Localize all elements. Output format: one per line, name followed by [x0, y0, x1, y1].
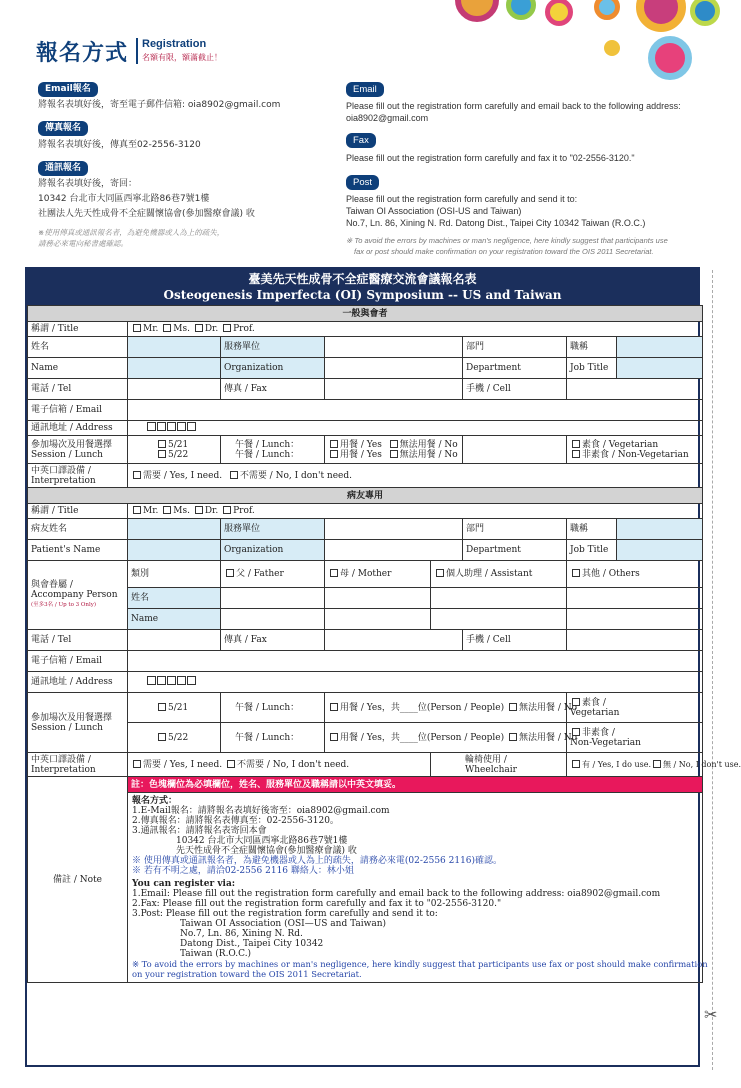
checkbox[interactable] [572, 760, 580, 768]
note-line: Taiwan (R.O.C.) [180, 949, 252, 959]
decorative-circle [506, 0, 536, 20]
checkbox[interactable] [133, 471, 141, 479]
post-line-en: Please fill out the registration form carefully and send it to: [346, 194, 578, 204]
org-field[interactable] [325, 337, 463, 358]
decorative-circle [545, 0, 573, 26]
job-en-field[interactable] [617, 358, 703, 379]
checkbox[interactable] [133, 760, 141, 768]
section-general: 一般與會者 [28, 306, 703, 322]
required-warning: 註：色塊欄位為必填欄位，姓名、服務單位及職稱請以中英文填妥。 [128, 777, 703, 793]
title-label: 稱謂 / Title [28, 322, 128, 337]
fax-label: 傳真 / Fax [221, 379, 325, 400]
decorative-circle [690, 0, 720, 26]
checkbox[interactable] [572, 440, 580, 448]
lunch-options: 用餐 / Yes 無法用餐 / No 用餐 / Yes 無法用餐 / No [325, 436, 463, 464]
checkbox[interactable] [133, 324, 141, 332]
veg-option: 素食 / Vegetarian [567, 693, 703, 723]
checkbox[interactable] [572, 450, 580, 458]
email-tag-en: Email [346, 82, 384, 97]
left-instructions [38, 82, 338, 249]
org-label-en: Organization [221, 540, 325, 561]
checkbox[interactable] [158, 450, 166, 458]
right-instructions [346, 82, 702, 257]
email-label: 電子信箱 / Email [28, 651, 128, 672]
note-line: ※ To avoid the errors by machines or man's negligence, here kindly suggest that participants use fax or post should make confirmation [132, 959, 708, 969]
checkbox[interactable] [330, 733, 338, 741]
lunch-yes-people: 用餐 / Yes，共____位(Person / People) 無法用餐 / No [325, 723, 567, 753]
option-label: Mr. [143, 324, 159, 334]
session-date: 5/22 [128, 723, 221, 753]
fax-text-en: Please fill out the registration form carefully and fax it to "02-2556-3120." [346, 153, 635, 163]
job-en-field[interactable] [617, 540, 703, 561]
tel-field[interactable] [128, 379, 221, 400]
cut-line [712, 270, 713, 1070]
post-line: 將報名表填好後，寄回： [38, 179, 138, 189]
name-label-en: Name [28, 358, 128, 379]
name-en-field[interactable] [128, 358, 221, 379]
accompany-label: 與會眷屬 / Accompany Person (至多3名 / Up to 3 Only) [28, 561, 128, 630]
org-label: 服務單位 [221, 519, 325, 540]
patient-name-field[interactable] [128, 519, 221, 540]
fax-field[interactable] [325, 379, 463, 400]
accompany-name-label: 姓名 [128, 588, 221, 609]
email-tag: Email報名 [38, 82, 98, 97]
note-line: No.7, Ln. 86, Xining N. Rd. [180, 929, 303, 939]
accompany-name-en-field[interactable] [431, 609, 567, 630]
lunch-yes-people: 用餐 / Yes，共____位(Person / People) 無法用餐 / No [325, 693, 567, 723]
veg-options: 素食 / Vegetarian 非素食 / Non-Vegetarian [567, 436, 703, 464]
post-line: 社團法人先天性成骨不全症關懷協會(參加醫療會議) 收 [38, 209, 255, 219]
note-line: ※ 若有不明之處，請洽02-2556 2116 聯絡人：林小姐 [132, 866, 354, 876]
note-line: Taiwan OI Association (OSI—US and Taiwan) [180, 919, 387, 929]
note-line: 先天性成骨不全症關懷協會(參加醫療會議) 收 [176, 846, 357, 856]
note-line: on your registration toward the OIS 2011 Secretariat. [132, 969, 362, 979]
name-field[interactable] [128, 337, 221, 358]
accompany-name-en-field[interactable] [221, 609, 325, 630]
patient-name-label-en: Patient's Name [28, 540, 128, 561]
post-line: 10342 台北市大同區西寧北路86巷7號1樓 [38, 194, 210, 204]
job-label: 職稱 [567, 337, 617, 358]
email-text: 將報名表填好後，寄至電子郵件信箱: oia8902@gmail.com [38, 100, 281, 110]
checkbox[interactable] [509, 733, 517, 741]
wheelchair-options: 有 / Yes, I do use. 無 / No, I don't use. [567, 753, 703, 777]
checkbox[interactable] [330, 569, 338, 577]
checkbox[interactable] [572, 569, 580, 577]
dept-label-en: Department [463, 358, 567, 379]
lunch-label: 午餐 / Lunch： [221, 693, 325, 723]
job-field[interactable] [617, 337, 703, 358]
right-note: fax or post should make confirmation on your registration toward the OIS 2011 Secretariat. [354, 247, 654, 256]
form-title-en: Osteogenesis Imperfecta (OI) Symposium -- US and Taiwan [163, 288, 562, 302]
checkbox[interactable] [330, 703, 338, 711]
decorative-circle [604, 40, 620, 56]
note-line: 1.E-Mail報名：請將報名表填好後寄至：oia8902@gmail.com [132, 806, 390, 816]
right-note: ※ To avoid the errors by machines or man's negligence, here kindly suggest that participants use [346, 236, 668, 245]
note-line: 1.Email: Please fill out the registration form carefully and email back to the following address: oia8902@gmail.com [132, 889, 661, 899]
checkbox[interactable] [163, 324, 171, 332]
assistant-option: 個人助理 / Assistant [431, 561, 567, 588]
checkbox[interactable] [223, 506, 231, 514]
note-line: 報名方式： [132, 796, 178, 806]
note-line: Datong Dist., Taipei City 10342 [180, 939, 324, 949]
address-field[interactable] [128, 421, 703, 436]
checkbox[interactable] [195, 506, 203, 514]
option-label: Ms. [173, 324, 190, 334]
wheelchair-label: 輪椅使用 / Wheelchair [431, 753, 567, 777]
title-label: 稱謂 / Title [28, 504, 128, 519]
note-line: 2.Fax: Please fill out the registration form carefully and fax it to "02-2556-3120." [132, 899, 502, 909]
checkbox[interactable] [230, 471, 238, 479]
fax-label: 傳真 / Fax [221, 630, 325, 651]
checkbox[interactable] [158, 440, 166, 448]
lunch-label: 午餐 / Lunch： 午餐 / Lunch： [221, 436, 325, 464]
checkbox[interactable] [227, 760, 235, 768]
interp-options: 需要 / Yes, I need. 不需要 / No, I don't need. [128, 464, 703, 488]
note-line: You can register via: [132, 879, 236, 889]
tel-label: 電話 / Tel [28, 379, 128, 400]
job-label-en: Job Title [567, 540, 617, 561]
session-date: 5/21 [128, 693, 221, 723]
accompany-name-label-en: Name [128, 609, 221, 630]
address-field[interactable] [128, 672, 703, 693]
note-line: ※ 使用傳真或通訊報名者，為避免機器或人為上的疏失，請務必來電(02-2556 2116)確認。 [132, 856, 503, 866]
job-label: 職稱 [567, 519, 617, 540]
patient-name-en-field[interactable] [128, 540, 221, 561]
accompany-name-en-field[interactable] [567, 609, 703, 630]
checkbox[interactable] [195, 324, 203, 332]
accompany-name-field[interactable] [325, 588, 431, 609]
section-patient: 病友專用 [28, 488, 703, 504]
cell-label: 手機 / Cell [463, 630, 567, 651]
option-label: Dr. [204, 324, 219, 334]
title-divider [136, 38, 138, 64]
org-label: 服務單位 [221, 337, 325, 358]
interp-label: 中英口譯設備 / Interpretation [28, 753, 128, 777]
checkbox[interactable] [436, 569, 444, 577]
page-title-en: Registration [142, 38, 207, 50]
accompany-name-field[interactable] [221, 588, 325, 609]
decorative-circle [594, 0, 620, 20]
accompany-name-en-field[interactable] [325, 609, 431, 630]
checkbox[interactable] [653, 760, 661, 768]
checkbox[interactable] [226, 569, 234, 577]
checkbox[interactable] [509, 703, 517, 711]
checkbox[interactable] [163, 506, 171, 514]
patient-name-label: 病友姓名 [28, 519, 128, 540]
title-options: Mr. Ms. Dr. Prof. [128, 504, 703, 519]
cell-field[interactable] [567, 379, 703, 400]
scissors-icon: ✂ [704, 1005, 718, 1024]
accompany-name-field[interactable] [567, 588, 703, 609]
note-line: 10342 台北市大同區西寧北路86巷7號1樓 [176, 836, 348, 846]
left-note: ※使用傳真或通訊報名者，為避免機器或人為上的疏失， [38, 228, 225, 237]
name-label: 姓名 [28, 337, 128, 358]
checkbox[interactable] [158, 703, 166, 711]
note-line: 3.通訊報名：請將報名表寄回本會 [132, 826, 267, 836]
blank [463, 436, 567, 464]
email-field[interactable] [128, 400, 703, 421]
email-field[interactable] [128, 651, 703, 672]
org-en-field[interactable] [325, 358, 463, 379]
accompany-name-field[interactable] [431, 588, 567, 609]
org-field[interactable] [325, 519, 463, 540]
address-label: 通訊地址 / Address [28, 672, 128, 693]
dept-label: 部門 [463, 337, 567, 358]
job-field[interactable] [617, 519, 703, 540]
post-line-en: No.7, Ln. 86, Xining N. Rd. Datong Dist., Taipei City 10342 Taiwan (R.O.C.) [346, 218, 646, 228]
note-label: 備註 / Note [28, 777, 128, 983]
form-table [27, 305, 741, 983]
nonveg-option: 非素食 / Non-Vegetarian [567, 723, 703, 753]
checkbox[interactable] [158, 733, 166, 741]
note-line: 3.Post: Please fill out the registration form carefully and send it to: [132, 909, 438, 919]
decorative-circle [636, 0, 686, 32]
father-option: 父 / Father [221, 561, 325, 588]
fax-field[interactable] [325, 630, 463, 651]
option-label: Prof. [233, 324, 255, 334]
fax-tag: 傳真報名 [38, 121, 88, 136]
checkbox[interactable] [572, 728, 580, 736]
checkbox[interactable] [133, 506, 141, 514]
note-line: 2.傳真報名：請將報名表傳真至：02-2556-3120。 [132, 816, 339, 826]
checkbox[interactable] [390, 440, 398, 448]
lunch-label: 午餐 / Lunch： [221, 723, 325, 753]
interp-options: 需要 / Yes, I need. 不需要 / No, I don't need. [128, 753, 431, 777]
mother-option: 母 / Mother [325, 561, 431, 588]
org-label-en: Organization [221, 358, 325, 379]
left-note: 請務必來電向秘書處確認。 [38, 239, 128, 248]
post-tag-en: Post [346, 175, 379, 190]
fax-text: 將報名表填好後，傳真至02-2556-3120 [38, 140, 201, 150]
checkbox[interactable] [330, 440, 338, 448]
session-dates: 5/21 5/22 [128, 436, 221, 464]
session-label: 參加場次及用餐選擇 Session / Lunch [28, 436, 128, 464]
checkbox[interactable] [572, 698, 580, 706]
dept-label-en: Department [463, 540, 567, 561]
org-en-field[interactable] [325, 540, 463, 561]
checkbox[interactable] [223, 324, 231, 332]
post-tag: 通訊報名 [38, 161, 88, 176]
title-note: 名額有限，額滿截止！ [142, 53, 222, 62]
tel-field[interactable] [128, 630, 221, 651]
interp-label: 中英口譯設備 / Interpretation [28, 464, 128, 488]
relation-label: 類別 [128, 561, 221, 588]
job-label-en: Job Title [567, 358, 617, 379]
checkbox[interactable] [390, 450, 398, 458]
post-line-en: Taiwan OI Association (OSI-US and Taiwan) [346, 206, 522, 216]
decorative-circle [648, 36, 692, 80]
decorative-circle [455, 0, 499, 22]
form-title-zh: 臺美先天性成骨不全症醫療交流會議報名表 [248, 272, 477, 286]
checkbox[interactable] [330, 450, 338, 458]
title-options [128, 322, 703, 337]
page-title: 報名方式 [36, 41, 129, 66]
email-text-en: Please fill out the registration form carefully and email back to the following address: oia8902@gmail.com [346, 101, 681, 123]
others-option: 其他 / Others [567, 561, 703, 588]
cell-field[interactable] [567, 630, 703, 651]
session-label: 參加場次及用餐選擇 Session / Lunch [28, 693, 128, 753]
cell-label: 手機 / Cell [463, 379, 567, 400]
address-label: 通訊地址 / Address [28, 421, 128, 436]
fax-tag-en: Fax [346, 133, 376, 148]
email-label: 電子信箱 / Email [28, 400, 128, 421]
form-header [27, 269, 698, 305]
tel-label: 電話 / Tel [28, 630, 128, 651]
note-content [128, 793, 708, 983]
dept-label: 部門 [463, 519, 567, 540]
registration-form [25, 267, 741, 1067]
